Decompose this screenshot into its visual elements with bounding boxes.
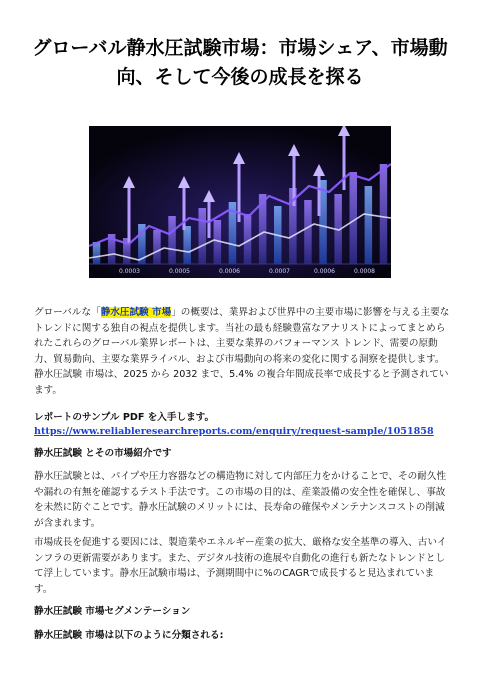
- market-name-highlight: 静水圧試験 市場: [100, 307, 172, 318]
- sample-link-line: [34, 424, 450, 440]
- hero-bar: [304, 200, 312, 264]
- hero-bar: [153, 230, 161, 264]
- sample-request-link[interactable]: https://www.reliableresearchreports.com/enquiry/request-sample/1051858: [34, 426, 434, 437]
- tick-label: 0.0006: [219, 268, 240, 275]
- section-heading-segmentation: 静水圧試験 市場セグメンテーション: [34, 606, 191, 617]
- sample-label: レポートのサンプル PDF を入手します。: [34, 412, 215, 423]
- section-heading-intro: 静水圧試験 とその市場紹介です: [34, 448, 172, 459]
- tick-label: 0.0005: [169, 268, 190, 275]
- tick-label: 0.0008: [354, 268, 375, 275]
- hero-bar: [183, 226, 191, 264]
- hero-bar: [199, 208, 207, 264]
- intro-prefix: グローバルな「: [34, 307, 101, 318]
- tick-label: 0.0007: [269, 268, 290, 275]
- tick-label: 0.0003: [119, 268, 140, 275]
- market-growth-illustration: [89, 126, 391, 278]
- page-title: グローバル静水圧試験市場：市場シェア、市場動向、そして今後の成長を探る: [32, 37, 448, 88]
- hero-bar: [380, 164, 388, 264]
- intro-body: 」の概要は、業界および世界中の主要市場に影響を与える主要なトレンドに関する独自の視点を提供します。当社の最も経験豊富なアナリストによってまとめられたこれらのグローバル業界レポートは、主要な業界のパフォーマンス トレンド、需要の原動力、貿易動向、主要な業界ライバル、および市場動向の将来の変化に関する洞察を提供します。静水圧試験 市場は、2025 から 2032 まで、5.4% の複合年間成長率で成長すると予測されています。: [34, 307, 450, 396]
- hero-bar: [168, 216, 176, 264]
- hero-image: [89, 126, 391, 278]
- segmentation-subheading: 静水圧試験 市場は以下のように分類される:: [34, 630, 224, 641]
- definition-paragraph: 静水圧試験とは、パイプや圧力容器などの構造物に対して内部圧力をかけることで、その耐久性や漏れの有無を確認するテスト手法です。この市場の目的は、産業設備の安全性を確保し、事故を未然に防ぐことです。静水圧試験のメリットには、長寿命の確保やメンテナンスコストの削減が含まれます。: [34, 471, 447, 529]
- growth-drivers-paragraph: 市場成長を促進する要因には、製造業やエネルギー産業の拡大、厳格な安全基準の導入、古いインフラの更新需要があります。また、デジタル技術の進展や自動化の進行も新たなトレンドとして浮上しています。静水圧試験市場は、予測期間中に%のCAGRで成長すると見込まれています。: [34, 537, 447, 595]
- tick-label: 0.0006: [314, 268, 335, 275]
- hero-bar: [350, 172, 358, 264]
- intro-paragraph: [34, 305, 450, 399]
- hero-bar: [93, 242, 101, 264]
- hero-bar: [365, 186, 373, 264]
